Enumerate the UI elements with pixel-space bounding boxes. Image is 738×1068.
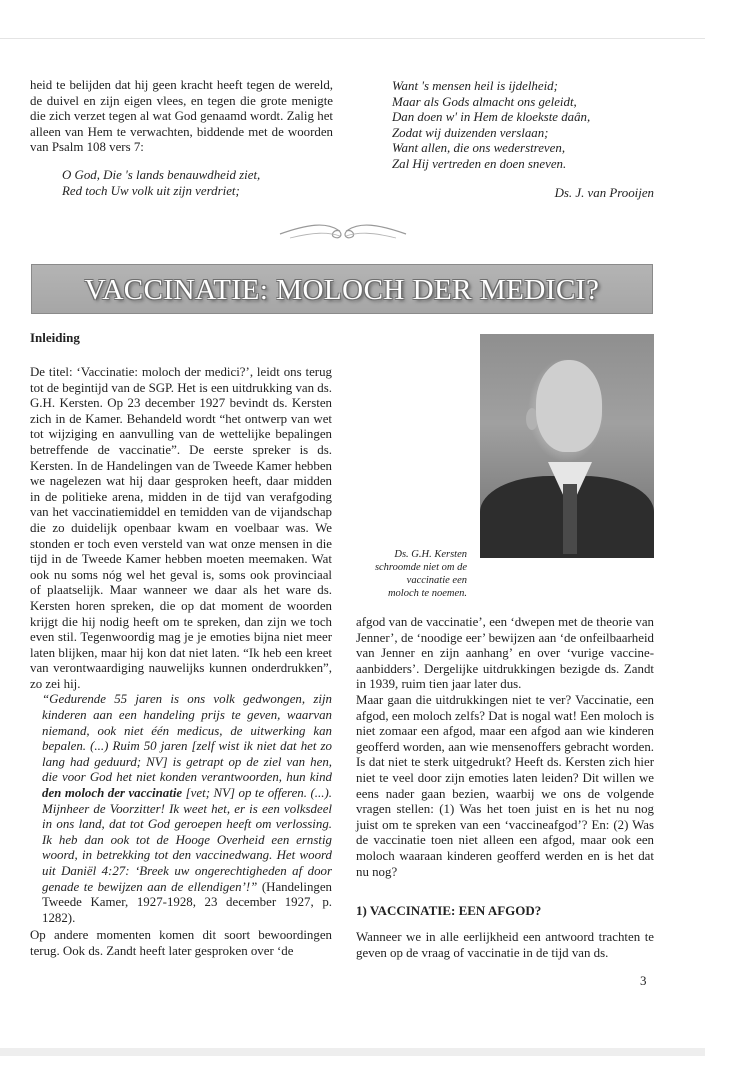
right-column [356, 615, 654, 880]
poem-line: Maar als Gods almacht ons geleidt, [392, 94, 577, 109]
portrait-head-shape [536, 360, 602, 452]
top-left-paragraph: heid te belijden dat hij geen kracht heeft tegen de wereld, de duivel en zijn eigen vlees, en tegen die grote menigte die zich verzet tegen al wat God genaamd wordt. Zalig het alleen van Hem te verwachten, biddende met de woorden van Psalm 108 vers 7: [30, 78, 333, 155]
left-column-bottom-paragraph: Op andere momenten komen dit soort bewoordingen terug. Ook ds. Zandt heeft later gesproken over ‘de [30, 928, 332, 958]
prayer-line: Red toch Uw volk uit zijn verdriet; [62, 183, 240, 198]
right-paragraph: Maar gaan die uitdrukkingen niet te ver? Vaccinatie, een afgod, een moloch zelfs? Dat is nogal wat! Een moloch is niet zomaar een afgod, maar een afgod aan wie kinderen geofferd worden, aan wie mensenoffers gebracht worden. Is dat niet te sterk uitgedrukt? Heeft ds. Kersten zich hier niet te veel door zijn emoties laten leiden? Dit willen we eens nader gaan bezien, waarbij we ons de volgende vragen stellen: (1) Was het toen juist en is het nu nog juist om te spreken van een ‘vaccineafgod’? En: (2) Was de vaccinatie toen niet alleen een afgod, maar ook een moloch waaraan kinderen geofferd werden en is het dat nu nog? [356, 692, 654, 879]
poem-line: Dan doen w' in Hem de kloekste daân, [392, 110, 591, 125]
block-quote [30, 692, 332, 926]
photo-caption: Ds. G.H. Kersten schroomde niet om de vaccinatie een moloch te noemen. [374, 549, 467, 599]
right-column-bottom-paragraph: Wanneer we in alle eerlijkheid een antwoord trachten te geven op de vraag of vaccinatie in de tijd van ds. [356, 930, 654, 960]
page-number: 3 [640, 973, 647, 988]
intro-paragraph: De titel: ‘Vaccinatie: moloch der medici?’, leidt ons terug tot de begintijd van de SGP. Het is een uitdrukking van ds. G.H. Kersten. Op 23 december 1927 bevindt ds. Kersten zich in de Kamer. Behandeld wordt “het ontwerp van wet tot wijziging en aanvulling van de wettelijke bepalingen betreffende de vaccinatie”. De eerste spreker is ds. Kersten. In de Handelingen van de Tweede Kamer hebben we nagelezen wat hij daar gesproken heeft, daar midden in de politieke arena, midden in de tijd van verafgoding van het vaccinatiemiddel en temidden van de vijandschap die zo duidelijk openbaar kwam en voelbaar was. We stonden er toch even versteld van wat onze mensen in die tijd in de Tweede Kamer hebben moeten meemaken. Wat ook nu soms nóg wel het geval is, soms ook provinciaal of plaatselijk. Maar wanneer we daar als het ware ds. Kersten horen spreken, die op dat moment de woorden krijgt die hij nodig heeft om te spreken, dan zijn we toch even stil. Tegenwoordig mag je je emoties bijna niet meer laten blijken, maar hij kon dat niet laten. “Ik heb een kreet van verontwaardiging nauwelijks kunnen onderdrukken”, zo zei hij. [30, 365, 332, 691]
poem-line: Want 's mensen heil is ijdelheid; [392, 79, 558, 93]
quote-text-continued: [vet; NV] op te offeren. (...). Mijnheer de Voorzitter! Ik weet het, er is een volksdeel in ons land, dat tot God geroepen heeft om verlossing. Ik heb dan ook tot de Hooge Overheid een ernstig woord, in betrekking tot den vaccinedwang. Het woord uit Daniël 4:27: ‘Breek uw ongerechtigheden af door genade te bewijzen aan de ellendigen’!” [42, 786, 332, 894]
prayer-verse [62, 168, 332, 199]
prayer-line: O God, Die 's lands benauwdheid ziet, [62, 168, 261, 182]
title-banner [31, 264, 653, 314]
quote-emphasis: den moloch der vaccinatie [42, 786, 183, 801]
poem-verse [392, 79, 672, 173]
poem-line: Want allen, die ons wederstreven, [392, 141, 566, 156]
article-title: VACCINATIE: MOLOCH DER MEDICI? [84, 274, 600, 306]
right-paragraph: afgod van de vaccinatie’, een ‘dwepen met de theorie van Jenner’, de ‘noodige eer’ bewijzen aan ‘de onfeilbaarheid van Jenner en zijn aanhang’ en over ‘vurige vaccine-aanbidders’. Dergelijke uitdrukkingen bezigde ds. Zandt in 1939, ruim tien jaar later dus. [356, 615, 654, 692]
section-heading: 1) VACCINATIE: EEN AFGOD? [356, 903, 542, 918]
author-signature: Ds. J. van Prooijen [554, 186, 654, 200]
quote-source: (Handelingen Tweede Kamer, 1927-1928, 23 december 1927, p. 1282). [42, 879, 332, 925]
top-rule [0, 38, 705, 39]
intro-heading: Inleiding [30, 330, 80, 345]
portrait-photo [480, 334, 654, 558]
quote-text: “Gedurende 55 jaren is ons volk gedwongen, zijn kinderen aan een handeling prijs te geven, waarvan niemand, ook niet één medicus, de uitwerking kan bepalen. (...) Ruim 50 jaren [zelf wist ik niet dat het zo lang had geduurd; NV] is getrapt op de ziel van hen, die voor God het niet konden verantwoorden, hun kind [42, 692, 332, 785]
poem-line: Zal Hij vertreden en doen sneven. [392, 156, 567, 171]
flourish-ornament-icon [278, 218, 408, 244]
portrait-tie-shape [563, 484, 577, 554]
left-column [30, 365, 332, 926]
poem-line: Zodat wij duizenden verslaan; [392, 125, 549, 140]
bottom-rule [0, 1048, 705, 1056]
